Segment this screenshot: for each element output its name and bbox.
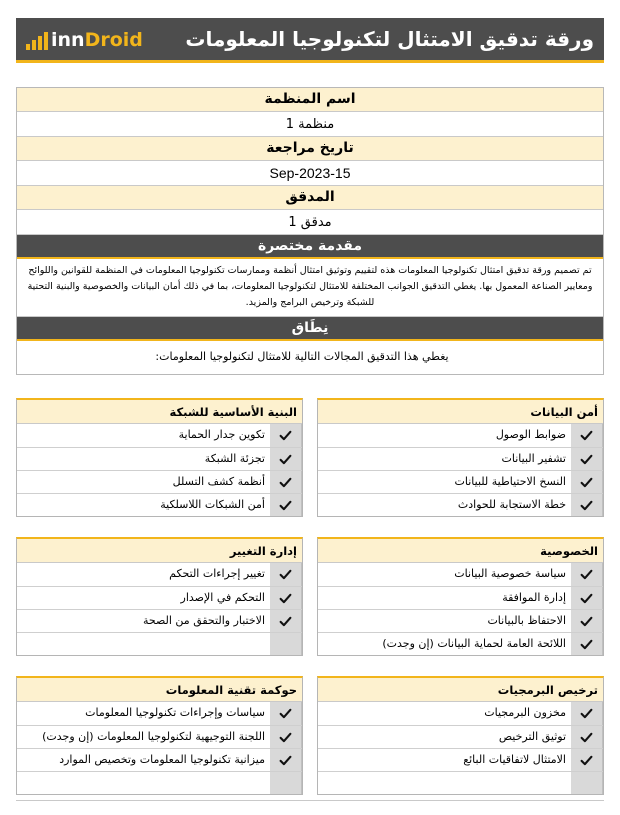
checkmark-icon[interactable] xyxy=(270,587,302,609)
checklist-item[interactable] xyxy=(17,702,302,725)
section-network-infrastructure xyxy=(16,398,303,517)
checklist-item[interactable] xyxy=(17,563,302,586)
checklist-item-label: تغيير إجراءات التحكم xyxy=(17,563,270,586)
checklist-item[interactable] xyxy=(318,424,603,447)
intro-title: مقدمة مختصرة xyxy=(17,235,603,259)
checklist-item[interactable] xyxy=(318,702,603,725)
checklist-item-label: إدارة الموافقة xyxy=(318,587,571,609)
checklist-item[interactable] xyxy=(17,586,302,609)
checklist-item-label: تجزئة الشبكة xyxy=(17,448,270,470)
checklist-item-label: تكوين جدار الحماية xyxy=(17,424,270,447)
checklist-item-label xyxy=(17,633,270,655)
checkmark-icon[interactable] xyxy=(571,424,603,447)
checklist-item-label: مخزون البرمجيات xyxy=(318,702,571,725)
section-title: الخصوصية xyxy=(318,539,603,563)
scope-text: يغطي هذا التدقيق المجالات التالية للامتثال لتكنولوجيا المعلومات: xyxy=(155,350,449,363)
section-title: البنية الأساسية للشبكة xyxy=(17,400,302,424)
checklist-item[interactable] xyxy=(17,748,302,771)
checklist-item-label: خطة الاستجابة للحوادث xyxy=(318,494,571,516)
checklist-empty-row[interactable] xyxy=(318,771,603,794)
checkmark-icon[interactable] xyxy=(571,448,603,470)
checklist-item-label: سياسة خصوصية البيانات xyxy=(318,563,571,586)
section-title: ترخيص البرمجيات xyxy=(318,678,603,702)
scope-title: نِطَاق xyxy=(17,317,603,341)
checkmark-icon[interactable] xyxy=(270,494,302,516)
checklist-item-label xyxy=(318,772,571,794)
checklist-item-label: تشفير البيانات xyxy=(318,448,571,470)
checklist-item-label: ضوابط الوصول xyxy=(318,424,571,447)
checkmark-icon[interactable] xyxy=(270,702,302,725)
checklist-item[interactable] xyxy=(17,609,302,632)
section-title: إدارة التغيير xyxy=(17,539,302,563)
section-software-licensing xyxy=(317,676,604,795)
checkmark-icon[interactable] xyxy=(571,749,603,771)
info-panel xyxy=(16,87,604,375)
section-it-governance xyxy=(16,676,303,795)
checklist-item-label: سياسات وإجراءات تكنولوجيا المعلومات xyxy=(17,702,270,725)
date-value[interactable]: 15-Sep-2023 xyxy=(17,161,603,186)
intro-text: تم تصميم ورقة تدقيق امتثال تكنولوجيا المعلومات هذه لتقييم وتوثيق امتثال أنظمة وممارسات تكنولوجيا المعلومات في المنظمة للقوانين واللوائح ومعايير الصناعة المعمول بها. يغطي التدقيق الجوانب المختلفة للامتثال لتكنولوجيا المعلومات، بما في ذلك أمان البيانات والخصوصية والبنية التحتية للشبكة وترخيص البرامج والمزيد. xyxy=(17,259,603,317)
auditor-label: المدقق xyxy=(17,186,603,210)
checklist-item[interactable] xyxy=(318,493,603,516)
checklist-item[interactable] xyxy=(318,748,603,771)
checklist-item-label: توثيق الترخيص xyxy=(318,726,571,748)
checkmark-icon[interactable] xyxy=(270,610,302,632)
checkmark-icon[interactable] xyxy=(270,749,302,771)
section-title: حوكمة تقنية المعلومات xyxy=(17,678,302,702)
logo-text: innDroid xyxy=(51,29,143,51)
checkbox-cell[interactable] xyxy=(571,772,603,794)
checklist-item-label: أنظمة كشف التسلل xyxy=(17,471,270,493)
section-privacy xyxy=(317,537,604,656)
logo-bars-icon xyxy=(26,32,48,50)
checklist-item-label: الامتثال لاتفاقيات البائع xyxy=(318,749,571,771)
date-label: تاريخ مراجعة xyxy=(17,137,603,161)
checkmark-icon[interactable] xyxy=(270,726,302,748)
page-header xyxy=(16,18,604,63)
checklist-item-label: النسخ الاحتياطية للبيانات xyxy=(318,471,571,493)
checklist-item[interactable] xyxy=(17,493,302,516)
checkmark-icon[interactable] xyxy=(571,563,603,586)
org-label: اسم المنظمة xyxy=(17,88,603,112)
checklist-item-label: الاختبار والتحقق من الصحة xyxy=(17,610,270,632)
checklist-item-label: ميزانية تكنولوجيا المعلومات وتخصيص الموارد xyxy=(17,749,270,771)
checklist-empty-row[interactable] xyxy=(17,771,302,794)
brand-logo xyxy=(26,30,143,50)
checklist-item-label: الاحتفاظ بالبيانات xyxy=(318,610,571,632)
checkmark-icon[interactable] xyxy=(571,633,603,655)
checklist-item-label: التحكم في الإصدار xyxy=(17,587,270,609)
checkmark-icon[interactable] xyxy=(270,448,302,470)
checklist-item[interactable] xyxy=(318,447,603,470)
checklist-empty-row[interactable] xyxy=(17,632,302,655)
checkmark-icon[interactable] xyxy=(571,494,603,516)
checkmark-icon[interactable] xyxy=(270,563,302,586)
checklist-item[interactable] xyxy=(318,470,603,493)
page-title: ورقة تدقيق الامتثال لتكنولوجيا المعلومات xyxy=(185,27,594,51)
checklist-item[interactable] xyxy=(17,447,302,470)
checklist-item[interactable] xyxy=(318,609,603,632)
checkmark-icon[interactable] xyxy=(571,702,603,725)
bottom-divider xyxy=(16,800,604,801)
section-data-security xyxy=(317,398,604,517)
checkmark-icon[interactable] xyxy=(571,471,603,493)
checkmark-icon[interactable] xyxy=(571,587,603,609)
section-change-management xyxy=(16,537,303,656)
checklist-item-label: أمن الشبكات اللاسلكية xyxy=(17,494,270,516)
checklist-item[interactable] xyxy=(17,725,302,748)
checklist-item[interactable] xyxy=(17,470,302,493)
checklist-item-label: اللائحة العامة لحماية البيانات (إن وجدت) xyxy=(318,633,571,655)
checklist-item-label: اللجنة التوجيهية لتكنولوجيا المعلومات (إن وجدت) xyxy=(17,726,270,748)
checklist-item[interactable] xyxy=(318,563,603,586)
checklist-item[interactable] xyxy=(17,424,302,447)
checklist-item[interactable] xyxy=(318,725,603,748)
checkmark-icon[interactable] xyxy=(270,424,302,447)
checkbox-cell[interactable] xyxy=(270,772,302,794)
section-title: أمن البيانات xyxy=(318,400,603,424)
checkmark-icon[interactable] xyxy=(571,726,603,748)
checkmark-icon[interactable] xyxy=(270,471,302,493)
checklist-item-label xyxy=(17,772,270,794)
org-value[interactable]: منظمة 1 xyxy=(17,112,603,137)
checkmark-icon[interactable] xyxy=(571,610,603,632)
checkbox-cell[interactable] xyxy=(270,633,302,655)
checklist-item[interactable] xyxy=(318,586,603,609)
checklist-item[interactable] xyxy=(318,632,603,655)
auditor-value[interactable]: مدقق 1 xyxy=(17,210,603,235)
